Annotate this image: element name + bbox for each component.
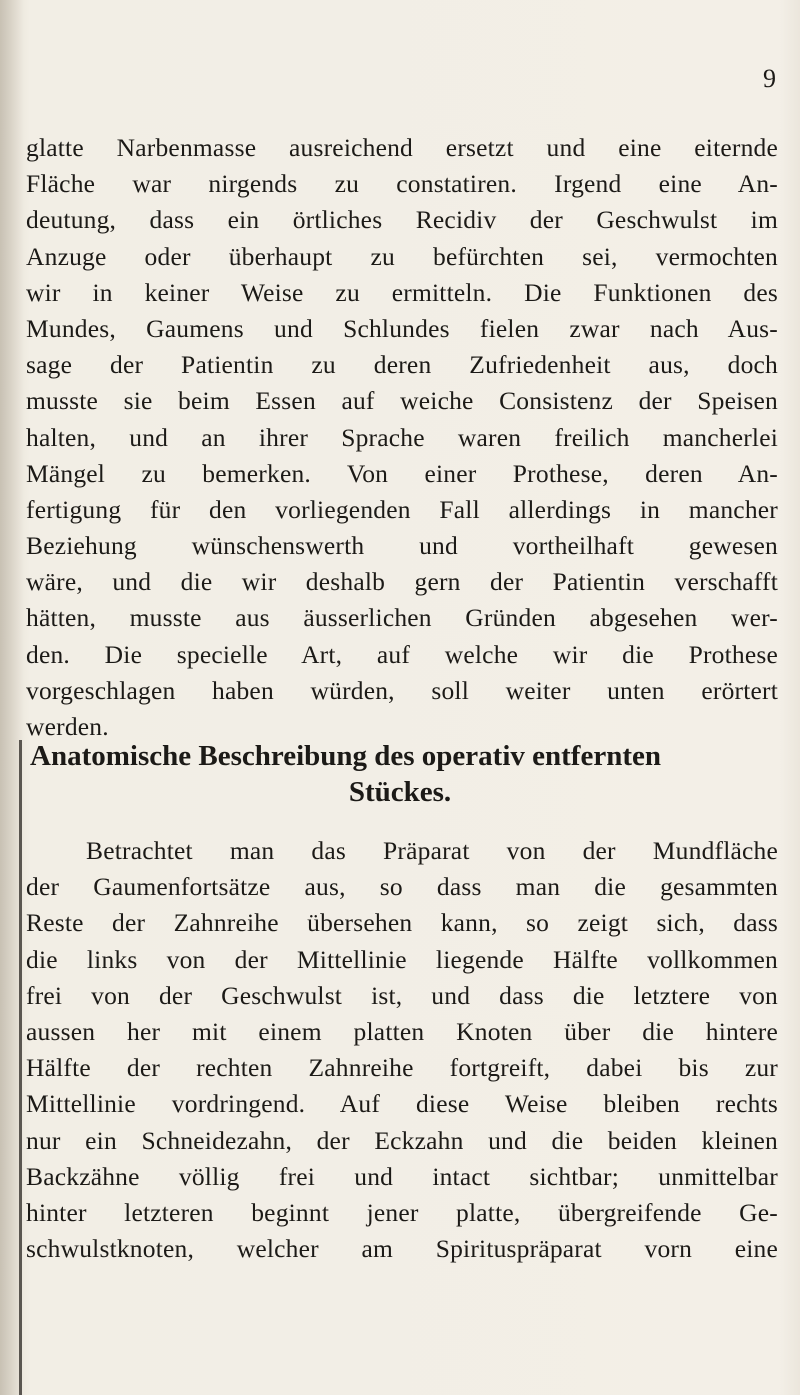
text-line: der Gaumenfortsätze aus, so dass man die gesammten bbox=[26, 872, 778, 902]
page-number: 9 bbox=[763, 64, 776, 93]
text-line: Hälfte der rechten Zahnreihe fortgreift, dabei bis zur bbox=[26, 1053, 778, 1083]
text-line: schwulstknoten, welcher am Spirituspräparat vorn eine bbox=[26, 1234, 778, 1264]
text-line: Mundes, Gaumens und Schlundes fielen zwar nach Aus- bbox=[26, 313, 778, 343]
heading-line-1: Anatomische Beschreibung des operativ entfernten bbox=[30, 740, 661, 772]
text-line: Mängel zu bemerken. Von einer Prothese, deren An- bbox=[26, 458, 778, 488]
paragraph-1 bbox=[26, 130, 778, 745]
text-line: Fläche war nirgends zu constatiren. Irgend eine An- bbox=[26, 169, 778, 199]
text-line: fertigung für den vorliegenden Fall allerdings in mancher bbox=[26, 494, 778, 524]
text-line: Reste der Zahnreihe übersehen kann, so zeigt sich, dass bbox=[26, 908, 778, 938]
text-line: wir in keiner Weise zu ermitteln. Die Funktionen des bbox=[26, 277, 778, 307]
text-line: musste sie beim Essen auf weiche Consistenz der Speisen bbox=[26, 386, 778, 416]
section-heading bbox=[30, 738, 770, 810]
text-line: frei von der Geschwulst ist, und dass die letztere von bbox=[26, 980, 778, 1010]
text-line: vorgeschlagen haben würden, soll weiter unten erörtert bbox=[26, 675, 778, 705]
text-line: hinter letzteren beginnt jener platte, übergreifende Ge- bbox=[26, 1197, 778, 1227]
text-line: Beziehung wünschenswerth und vortheilhaft gewesen bbox=[26, 531, 778, 561]
text-line: Backzähne völlig frei und intact sichtbar; unmittelbar bbox=[26, 1161, 778, 1191]
text-line: aussen her mit einem platten Knoten über die hintere bbox=[26, 1016, 778, 1046]
text-line: sage der Patientin zu deren Zufriedenheit aus, doch bbox=[26, 350, 778, 380]
text-line: deutung, dass ein örtliches Recidiv der Geschwulst im bbox=[26, 205, 778, 235]
text-line: nur ein Schneidezahn, der Eckzahn und die beiden kleinen bbox=[26, 1125, 778, 1155]
text-line: werden. bbox=[26, 712, 109, 741]
binding-edge bbox=[19, 740, 22, 1395]
text-line: hätten, musste aus äusserlichen Gründen abgesehen wer- bbox=[26, 603, 778, 633]
text-line: Betrachtet man das Präparat von der Mundfläche bbox=[86, 836, 778, 865]
text-line: glatte Narbenmasse ausreichend ersetzt und eine eiternde bbox=[26, 133, 778, 162]
text-line: Anzuge oder überhaupt zu befürchten sei, vermochten bbox=[26, 241, 778, 271]
paragraph-2 bbox=[26, 833, 778, 1267]
text-line: den. Die specielle Art, auf welche wir die Prothese bbox=[26, 639, 778, 669]
text-line: die links von der Mittellinie liegende Hälfte vollkommen bbox=[26, 944, 778, 974]
text-line: Mittellinie vordringend. Auf diese Weise bleiben rechts bbox=[26, 1089, 778, 1119]
heading-line-2: Stückes. bbox=[348, 776, 452, 808]
text-line: wäre, und die wir deshalb gern der Patientin verschafft bbox=[26, 567, 778, 597]
text-line: halten, und an ihrer Sprache waren freilich mancherlei bbox=[26, 422, 778, 452]
